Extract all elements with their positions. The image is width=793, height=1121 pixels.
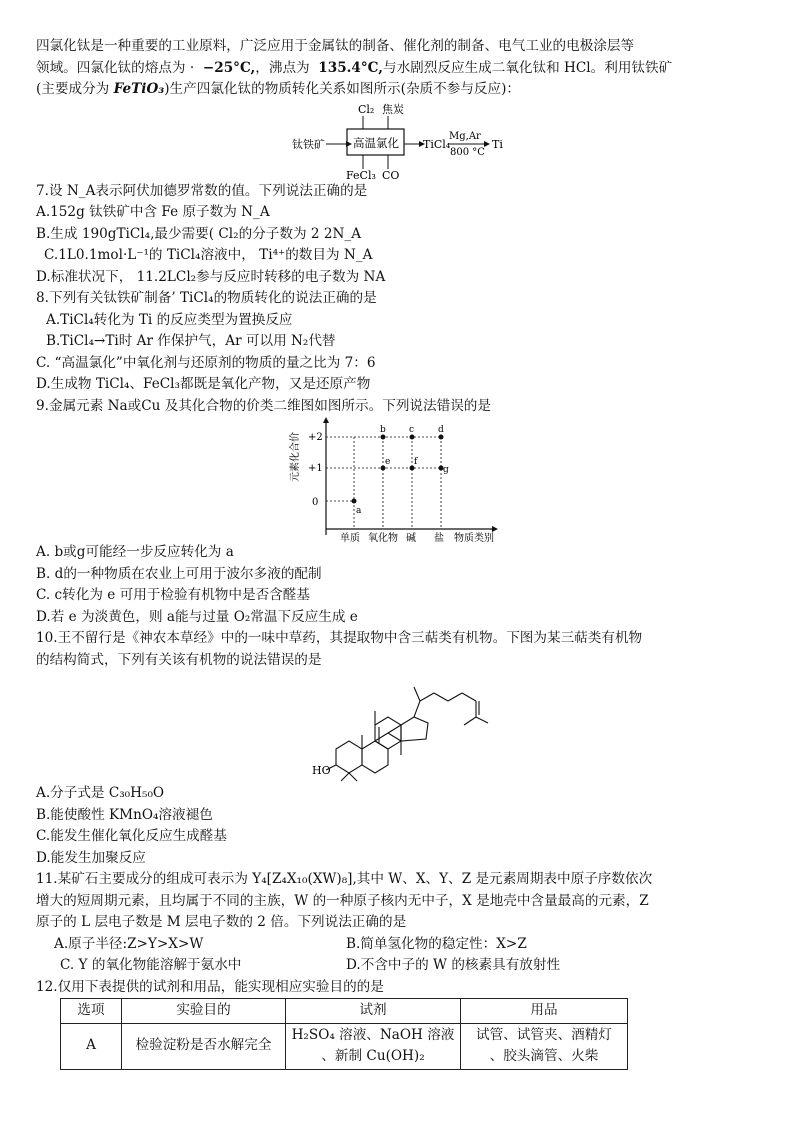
point-a — [352, 499, 357, 504]
q11-option-d: D.不含中子的 W 的核素具有放射性 — [346, 957, 561, 973]
process-flow-diagram — [36, 101, 781, 181]
q8-option-a: A.TiCl₄转化为 Ti 的反应类型为置换反应 — [46, 311, 293, 328]
flow-input-coke: 焦炭 — [382, 102, 404, 116]
cell-tools: 试管、试管夹、酒精灯 、胶头滴管、火柴 — [461, 1023, 628, 1069]
q9-option-b: B. d的一种物质在农业上可用于波尔多液的配制 — [36, 565, 322, 582]
xtick-salt: 盐 — [434, 533, 444, 542]
q7-option-a: A.152g 钛铁矿中含 Fe 原子数为 N_A — [36, 204, 270, 220]
cell-reagent: H₂SO₄ 溶液、NaOH 溶液 、新制 Cu(OH)₂ — [286, 1023, 461, 1069]
intro-line-1: 四氯化钛是一种重要的工业原料，广泛应用于金属钛的制备、催化剂的制备、电气工业的电极涂层等 — [36, 38, 635, 54]
ytick-zero: 0 — [312, 497, 319, 508]
cell-option: A — [61, 1023, 122, 1069]
label-a: a — [356, 506, 362, 516]
point-c — [410, 435, 415, 440]
q11-stem-3: 原子的 L 层电子数是 M 层电子数的 2 倍。下列说法正确的是 — [36, 914, 407, 930]
flow-ticl4: TiCl₄ — [423, 137, 451, 151]
label-e: e — [385, 457, 391, 467]
flow-output-co: CO — [382, 168, 400, 181]
point-b — [381, 435, 386, 440]
q11-option-b: B.简单氢化物的稳定性：X>Z — [346, 935, 527, 952]
label-b: b — [380, 425, 386, 435]
intro-line-3: (主要成分为 FeTiO₃)生产四氯化钛的物质转化关系如图所示(杂质不参与反应)： — [36, 81, 521, 97]
cell-goal: 检验淀粉是否水解完全 — [122, 1023, 286, 1069]
q8-option-b: B.TiCl₄→Ti时 Ar 作保护气，Ar 可以用 N₂代替 — [46, 333, 336, 349]
flow-box-label: 高温氯化 — [353, 135, 399, 150]
q7-stem: 7.设 N_A表示阿伏加德罗常数的值。下列说法正确的是 — [36, 182, 368, 199]
q11-stem-1: 11.某矿石主要成分的组成可表示为 Y₄[Z₄X₁₀(XW)₈],其中 W、X、Y、Z 是元素周期表中原子序数依次 — [36, 871, 653, 887]
q8-option-d: D.生成物 TiCl₄、FeCl₃都既是氧化产物，又是还原产物 — [36, 376, 371, 392]
q12-table — [60, 998, 628, 1070]
q10-option-c: C.能发生催化氧化反应生成醛基 — [36, 828, 227, 844]
q11-option-a: A.原子半径:Z>Y>X>W — [54, 935, 204, 952]
q8-stem: 8.下列有关钛铁矿制备’ TiCl₄的物质转化的说法正确的是 — [36, 290, 377, 306]
point-d — [439, 435, 444, 440]
header-tools: 用品 — [461, 999, 628, 1024]
flow-ti: Ti — [492, 137, 503, 151]
label-g: g — [443, 465, 449, 475]
flow-arrow-top: Mg,Ar — [449, 130, 481, 142]
label-d: d — [438, 425, 444, 435]
header-reagent: 试剂 — [286, 999, 461, 1024]
flow-arrow-bottom: 800 °C — [450, 146, 485, 158]
q7-option-c: C.1L0.1mol·L⁻¹的 TiCl₄溶液中， Ti⁴⁺的数目为 N_A — [44, 247, 373, 263]
header-goal: 实验目的 — [122, 999, 286, 1024]
melting-point: −25°C, — [202, 59, 256, 76]
exam-page — [36, 36, 781, 1070]
label-c: c — [409, 425, 415, 435]
q12-stem: 12.仅用下表提供的试剂和用品，能实现相应实验目的的是 — [36, 978, 384, 995]
valence-class-chart — [36, 417, 781, 542]
q9-option-d: D.若 e 为淡黄色，则 a能与过量 O₂常温下反应生成 e — [36, 608, 358, 625]
intro-line-2: 领域。四氯化钛的熔点为 · −25°C,，沸点为 135.4°C,与水剧烈反应生成二氧化钛和 HCl。利用钛铁矿 — [36, 59, 673, 76]
xtick-elemental: 单质 — [340, 533, 360, 542]
q9-stem: 9.金属元素 Na或Cu 及其化合物的价类二维图如图所示。下列说法错误的是 — [36, 397, 491, 414]
q10-stem-1: 10.王不留行是《神农本草经》中的一味中草药，其提取物中含三萜类有机物。下图为某三萜类有机物 — [36, 630, 643, 646]
triterpene-structure — [36, 671, 781, 783]
q10-stem-2: 的结构简式，下列有关该有机物的说法错误的是 — [36, 651, 322, 668]
header-option: 选项 — [61, 999, 122, 1024]
q7-option-b: B.生成 190gTiCl₄,最少需要( Cl₂的分子数为 2 2N_A — [36, 225, 362, 242]
xtick-base: 碱 — [406, 533, 416, 542]
q10-option-b: B.能使酸性 KMnO₄溶液褪色 — [36, 806, 213, 823]
q11-options-row-1 — [36, 934, 781, 956]
formula-fetio3: FeTiO₃ — [113, 81, 165, 97]
q7-option-d: D.标准状况下， 11.2LCl₂参与反应时转移的电子数为 NA — [36, 268, 386, 285]
flow-output-fecl3: FeCl₃ — [346, 168, 376, 181]
q11-options-row-2 — [36, 955, 781, 977]
chart-xlabel: 物质类别 — [454, 533, 494, 542]
q8-option-c: C. “高温氯化”中氧化剂与还原剂的物质的量之比为 7：6 — [36, 354, 376, 371]
flow-left-ore: 钛铁矿 — [292, 137, 325, 151]
q11-stem-2: 增大的短周期元素，且均属于不同的主族，W 的一种原子核内无中子，X 是地壳中含量最高的元素，Z — [36, 892, 649, 909]
boiling-point: 135.4°C, — [318, 59, 383, 76]
flow-input-cl2: Cl₂ — [358, 102, 375, 116]
ytick-plus1: +1 — [308, 463, 323, 474]
q9-option-c: C. c转化为 e 可用于检验有机物中是否含醛基 — [36, 587, 310, 603]
q11-option-c: C. Y 的氧化物能溶解于氨水中 — [60, 957, 242, 973]
q10-option-d: D.能发生加聚反应 — [36, 849, 146, 866]
table-header-row — [61, 999, 628, 1024]
chart-ylabel: 元素化合价 — [290, 432, 301, 482]
q10-option-a: A.分子式是 C₃₀H₅₀O — [36, 785, 165, 801]
q9-option-a: A. b或g可能经一步反应转化为 a — [36, 544, 234, 560]
label-f: f — [414, 457, 418, 467]
hydroxyl-label: HO — [312, 764, 331, 777]
xtick-oxide: 氧化物 — [368, 533, 398, 542]
ytick-plus2: +2 — [308, 432, 323, 443]
table-row — [61, 1023, 628, 1069]
